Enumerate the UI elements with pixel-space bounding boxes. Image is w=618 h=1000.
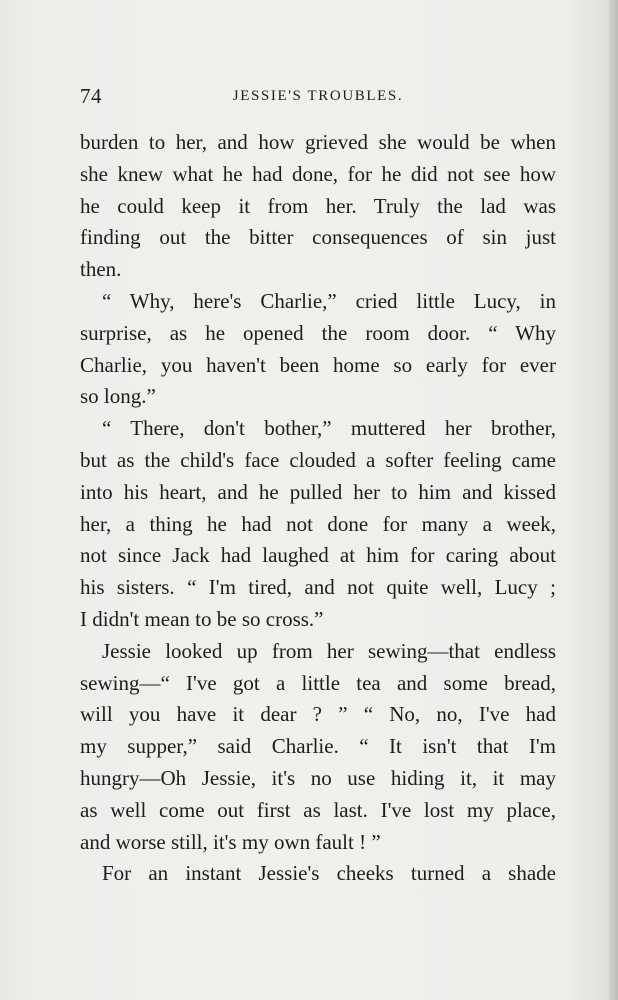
text-line: he could keep it from her. Truly the lad was (80, 193, 556, 218)
body-text (80, 127, 556, 890)
text-line: then. (80, 257, 122, 282)
text-line: “ There, don't bother,” muttered her brother, (102, 416, 556, 441)
text-line: into his heart, and he pulled her to him and kissed (80, 479, 556, 504)
text-line: sewing—“ I've got a little tea and some bread, (80, 670, 556, 695)
text-line: surprise, as he opened the room door. “ Why (80, 320, 556, 345)
text-line: so long.” (80, 384, 156, 409)
text-line: and worse still, it's my own fault ! ” (80, 829, 381, 854)
text-line: as well come out first as last. I've lost my place, (80, 797, 556, 822)
page-header (80, 84, 556, 114)
text-line: her, a thing he had not done for many a week, (80, 511, 556, 536)
text-line: Charlie, you haven't been home so early for ever (80, 352, 556, 377)
text-line: not since Jack had laughed at him for caring about (80, 543, 556, 568)
text-line: I didn't mean to be so cross.” (80, 606, 324, 631)
text-line: will you have it dear ? ” “ No, no, I've had (80, 702, 556, 727)
text-line: my supper,” said Charlie. “ It isn't that I'm (80, 734, 556, 759)
text-line: For an instant Jessie's cheeks turned a shade (102, 861, 556, 886)
page-edge (609, 0, 618, 1000)
text-line: Jessie looked up from her sewing—that endless (102, 638, 556, 663)
text-line: “ Why, here's Charlie,” cried little Lucy, in (102, 288, 556, 313)
text-line: burden to her, and how grieved she would be when (80, 130, 556, 154)
running-title: JESSIE'S TROUBLES. (232, 88, 404, 104)
text-line: but as the child's face clouded a softer feeling came (80, 447, 556, 472)
text-line: his sisters. “ I'm tired, and not quite well, Lucy ; (80, 575, 556, 600)
text-line: she knew what he had done, for he did not see how (80, 161, 556, 186)
text-line: finding out the bitter consequences of sin just (80, 225, 556, 250)
text-line: hungry—Oh Jessie, it's no use hiding it, it may (80, 765, 556, 790)
page-number: 74 (80, 84, 102, 108)
